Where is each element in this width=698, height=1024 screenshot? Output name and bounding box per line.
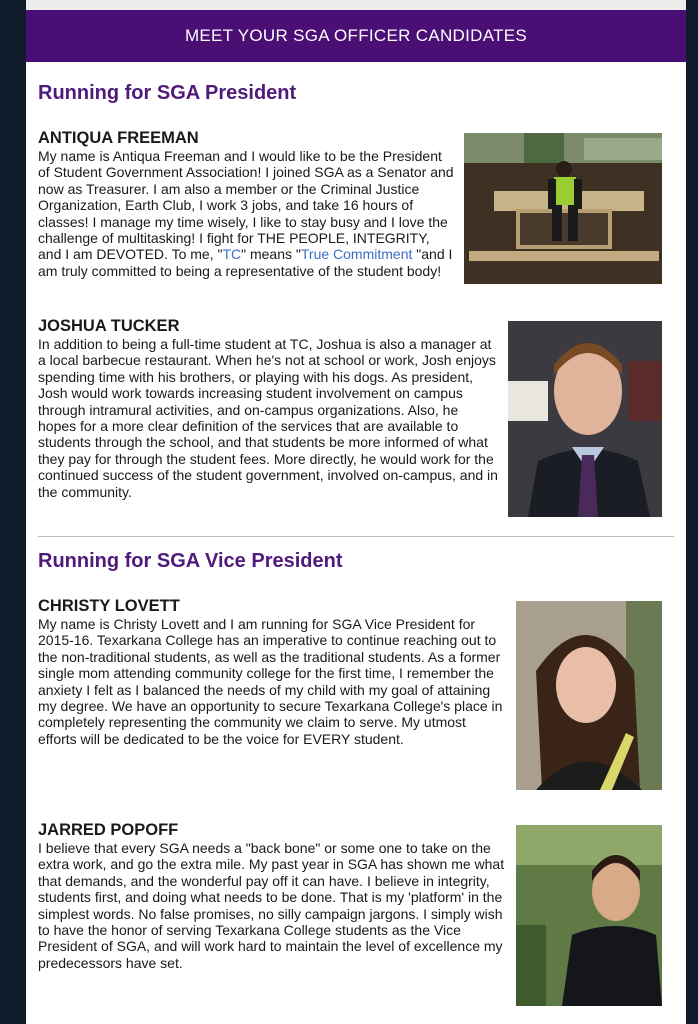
photo-antiqua-freeman <box>464 133 662 284</box>
tc-link[interactable]: TC <box>222 246 242 263</box>
section-heading-president: Running for SGA President <box>38 82 297 104</box>
garden-photo-icon <box>464 133 662 284</box>
top-strip <box>26 0 686 10</box>
candidate-christy-lovett <box>38 596 508 747</box>
newsletter-page <box>26 0 686 1024</box>
candidate-joshua-tucker <box>38 316 500 500</box>
candidate-jarred-popoff <box>38 820 508 971</box>
banner-title: MEET YOUR SGA OFFICER CANDIDATES <box>184 26 528 45</box>
true-commitment-link[interactable]: True Commitment <box>300 246 413 263</box>
candidate-name: CHRISTY LOVETT <box>38 597 180 615</box>
candidate-bio: In addition to being a full-time student at TC, Joshua is also a manager at a local barbecue restaurant. When he's not at school or work, Josh enjoys spending time with his brothers, or playing with his dogs. As president, Josh would work towards increasing student involvement on campus through intramural activities, and on-campus organizations. Also, he hopes for a more clear definition of the services that are available to students through the school, and that students be more informed of what they pay for through the student fees. More directly, he would work for the continued success of the student government, involved on-campus, and in the community. <box>38 336 498 500</box>
section-divider <box>38 536 674 537</box>
candidate-name: JOSHUA TUCKER <box>38 317 180 335</box>
section-heading-vice-president: Running for SGA Vice President <box>38 550 343 572</box>
candidate-bio: My name is Christy Lovett and I am running for SGA Vice President for 2015-16. Texarkana College has an imperative to continue reaching out to the non-traditional students, as well as the traditional students. As a former single mom attending community college for the first time, I remember the anxiety I felt as I balanced the needs of my child with my goal of attaining my degree. We have an opportunity to secure Texarkana College's place in completely representing the community we claim to serve. My utmost efforts will be dedicated to be the voice for EVERY student. <box>38 616 503 747</box>
banner <box>26 10 686 62</box>
candidate-name: JARRED POPOFF <box>38 821 179 839</box>
portrait-photo-icon <box>516 601 662 790</box>
portrait-photo-icon <box>508 321 662 517</box>
portrait-photo-icon <box>516 825 662 1006</box>
candidate-bio: I believe that every SGA needs a "back bone" or some one to take on the extra work, and go the extra mile. My past year in SGA has shown me what that demands, and the wonderful pay off it can have. I believe in integrity, students first, and doing what needs to be done. That is my 'platform' in the simplest words. No false promises, no silly campaign jargons. I simply wish to have the honor of serving Texarkana College students as the Vice President of SGA, and will work hard to maintain the level of excellence my predecessors have set. <box>38 840 505 971</box>
photo-jarred-popoff <box>516 825 662 1006</box>
candidate-bio: My name is Antiqua Freeman and I would like to be the President of Student Government Association! I joined SGA as a Senator and now as Treasurer. I am also a member or the Criminal Justice Organization, Earth Club, I work 3 jobs, and take 16 hours of classes! I manage my time wisely, I like to stay busy and I love the challenge of multitasking! I fight for THE PEOPLE, INTEGRITY, and I am DEVOTED. To me, "TC" means "True Commitment "and I am truly committed to being a representative of the student body! <box>38 148 454 279</box>
candidate-antiqua-freeman <box>38 128 456 279</box>
candidate-name: ANTIQUA FREEMAN <box>38 129 199 147</box>
photo-joshua-tucker <box>508 321 662 517</box>
photo-christy-lovett <box>516 601 662 790</box>
